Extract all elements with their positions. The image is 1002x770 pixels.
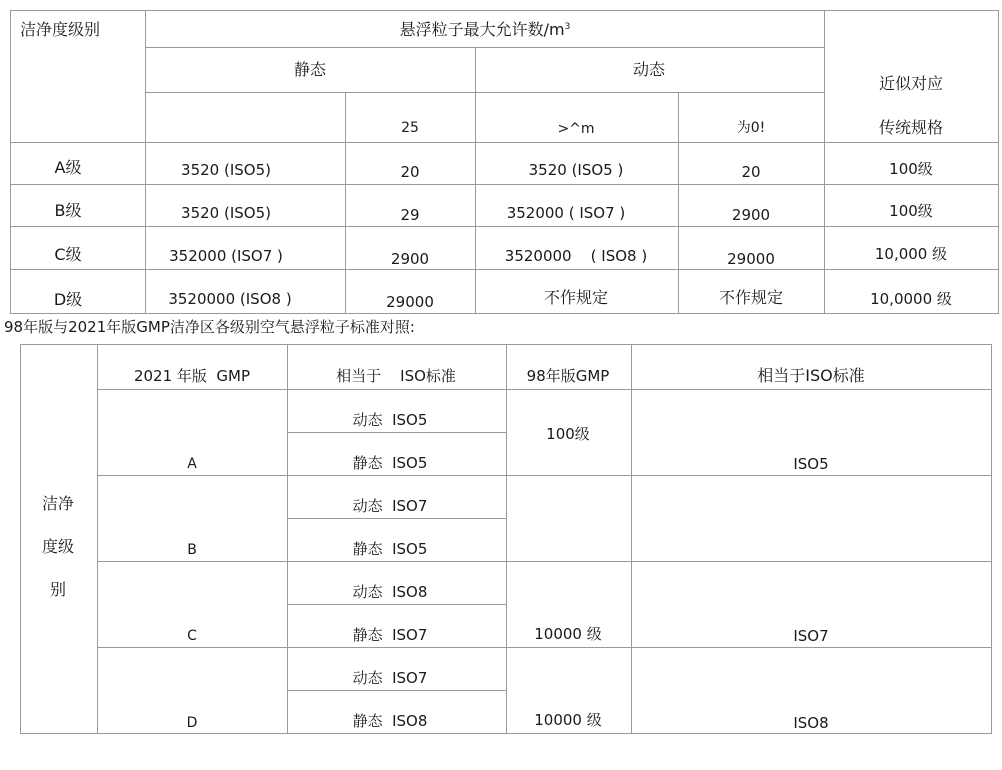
row-c-static-5: 2900 <box>390 250 430 268</box>
grade-d-98-gmp: 10000 级 <box>534 711 602 729</box>
subheader-dynamic-05: >^m <box>557 121 595 137</box>
row-c-static-05: 352000 (ISO7 ) <box>169 247 283 265</box>
traditional-spec-header-line1: 近似对应 <box>878 74 944 93</box>
row-b-traditional: 100级 <box>889 202 933 220</box>
row-b-static-5: 29 <box>400 206 420 224</box>
row-b-dynamic-5: 2900 <box>731 206 771 224</box>
header-iso-equivalent-98: 相当于ISO标准 <box>757 366 865 385</box>
dynamic-header: 动态 <box>632 60 666 79</box>
grade-d-static: 静态 ISO8 <box>352 712 428 730</box>
static-header: 静态 <box>293 60 327 79</box>
row-c-dynamic-5: 29000 <box>727 250 775 268</box>
grade-a-98-iso: ISO5 <box>793 455 829 473</box>
row-c-grade: C级 <box>54 245 82 264</box>
row-d-static-05: 3520000 (ISO8 ) <box>168 290 292 308</box>
particle-limit-header: 悬浮粒子最大允许数$/m^3$ <box>399 20 571 39</box>
grade-b-static: 静态 ISO5 <box>352 540 428 558</box>
row-b-static-05: 3520 (ISO5) <box>181 204 271 222</box>
row-d-dynamic-05: 不作规定 <box>543 288 609 307</box>
row-a-static-05: 3520 (ISO5) <box>181 161 271 179</box>
row-b-dynamic-05: 352000 ( ISO7 ) <box>506 204 626 222</box>
comparison-caption: 98年版与2021年版GMP洁净区各级别空气悬浮粒子标准对照: <box>4 318 415 336</box>
row-a-static-5: 20 <box>400 163 420 181</box>
grade-b-label: B <box>187 542 197 558</box>
grade-a-dynamic: 动态 ISO5 <box>352 411 428 429</box>
subheader-static-5: 25 <box>401 120 419 136</box>
row-c-traditional: 10,000 级 <box>874 245 948 263</box>
grade-b-dynamic: 动态 ISO7 <box>352 497 428 515</box>
row-a-grade: A级 <box>54 158 82 177</box>
traditional-spec-header-line2: 传统规格 <box>878 118 944 137</box>
grade-c-98-iso: ISO7 <box>793 627 829 645</box>
side-label-line3: 别 <box>49 580 67 599</box>
corner-header: 洁净度级别 <box>20 20 101 39</box>
grade-c-static: 静态 ISO7 <box>352 626 428 644</box>
grade-d-label: D <box>186 715 198 731</box>
grade-a-label: A <box>187 456 197 472</box>
row-d-traditional: 10,0000 级 <box>870 290 952 308</box>
grade-c-98-gmp: 10000 级 <box>534 625 602 643</box>
row-a-traditional: 100级 <box>889 160 933 178</box>
row-d-static-5: 29000 <box>386 293 434 311</box>
header-iso-equivalent: 相当于 ISO标准 <box>336 367 456 385</box>
grade-a-98-gmp: 100级 <box>546 425 590 443</box>
grade-d-dynamic: 动态 ISO7 <box>352 669 428 687</box>
row-a-dynamic-05: 3520 (ISO5 ) <box>528 161 624 179</box>
side-label-line2: 度级 <box>41 537 75 556</box>
row-d-grade: D级 <box>53 290 83 309</box>
grade-c-label: C <box>187 628 197 644</box>
side-label-line1: 洁净 <box>41 494 75 513</box>
row-c-dynamic-05: 3520000 ( ISO8 ) <box>504 247 648 265</box>
row-d-dynamic-5: 不作规定 <box>718 288 784 307</box>
row-b-grade: B级 <box>54 201 82 220</box>
grade-c-dynamic: 动态 ISO8 <box>352 583 428 601</box>
grade-a-static: 静态 ISO5 <box>352 454 428 472</box>
grade-d-98-iso: ISO8 <box>793 714 829 732</box>
header-2021-gmp: 2021 年版 GMP <box>133 367 251 385</box>
header-98-gmp: 98年版GMP <box>526 367 610 385</box>
subheader-dynamic-5: 为0! <box>736 120 766 136</box>
row-a-dynamic-5: 20 <box>741 163 761 181</box>
